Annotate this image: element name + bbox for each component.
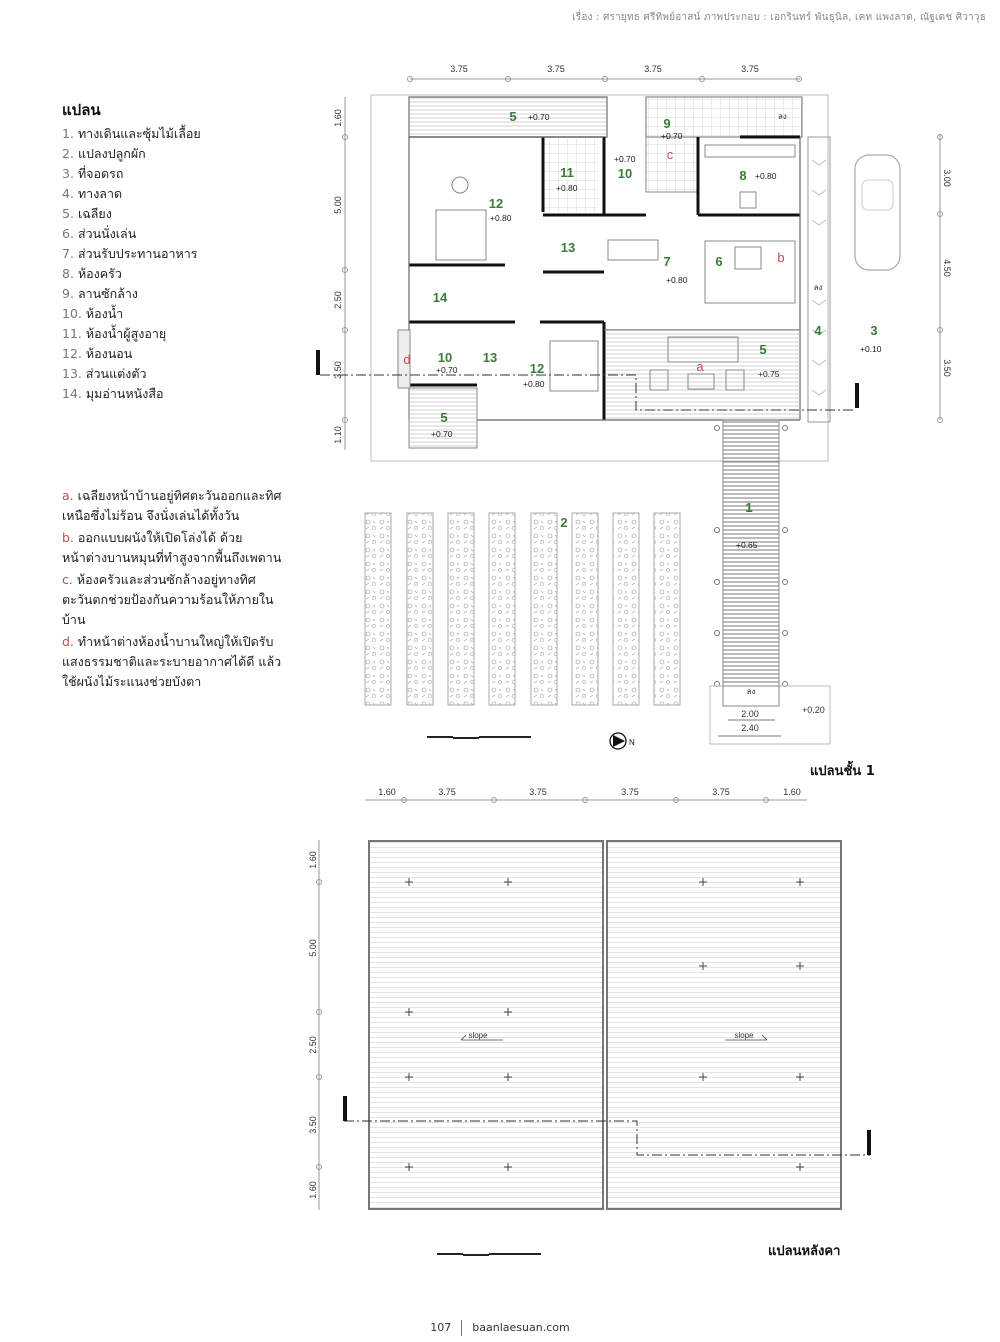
legend-title: แปลน (62, 101, 101, 119)
room-2: 2 (560, 515, 568, 530)
page-footer (0, 1320, 1000, 1336)
room-10-top: 10 (617, 166, 633, 181)
ramp-dim-outer: 2.40 (741, 723, 759, 733)
dim-right-3: 3.50 (942, 359, 952, 377)
legend-item: 13. ส่วนแต่งตัว (62, 366, 147, 381)
level-3: +0.10 (860, 344, 882, 354)
legend-item: 3. ที่จอดรถ (62, 166, 124, 181)
room-12-bottom: 12 (529, 361, 545, 376)
level-1: +0.65 (736, 540, 758, 550)
dim-top-1: 3.75 (450, 64, 468, 74)
roof-dim-top-5: 3.75 (712, 787, 730, 797)
roof-dim-left-5: 1.60 (308, 1181, 318, 1199)
room-10-bottom: 10 (437, 350, 453, 365)
dim-right-2: 4.50 (942, 259, 952, 277)
note-mark-d: d (403, 352, 411, 367)
room-13-bottom: 13 (482, 350, 498, 365)
roof-dim-top-1: 1.60 (378, 787, 396, 797)
dim-left-5: 1.10 (333, 426, 343, 444)
roof-panel-left (369, 841, 603, 1209)
room-5-bottom: 5 (440, 410, 448, 425)
dim-top-4: 3.75 (741, 64, 759, 74)
room-12-top: 12 (488, 196, 504, 211)
room-11: 11 (560, 165, 574, 180)
legend-item: 10. ห้องน้ำ (62, 306, 124, 321)
dim-right-1: 3.00 (942, 169, 952, 187)
legend-item: 14. มุมอ่านหนังสือ (62, 386, 164, 401)
legend-item: 5. เฉลียง (62, 206, 112, 221)
roof-dim-top-6: 1.60 (783, 787, 801, 797)
dim-left-3: 2.50 (333, 291, 343, 309)
site-link[interactable]: baanlaesuan.com (472, 1321, 570, 1334)
note-mark-c: c (666, 147, 674, 162)
level-9: +0.70 (661, 131, 683, 141)
dim-left-4: 3.50 (333, 361, 343, 379)
room-5-front: 5 (759, 342, 767, 357)
room-1: 1 (745, 500, 753, 515)
roof-panel-right (607, 841, 841, 1209)
note-c: c. ห้องครัวและส่วนซักล้างอยู่ทางทิศตะวันตกช่วยป้องกันความร้อนให้ภายในบ้าน (62, 572, 274, 627)
roof-plan-caption: แปลนหลังคา (768, 1244, 841, 1259)
room-6: 6 (715, 254, 723, 269)
level-11: +0.80 (556, 183, 578, 193)
roof-dim-top-2: 3.75 (438, 787, 456, 797)
legend-item: 11. ห้องน้ำผู้สูงอายุ (62, 326, 167, 341)
roof-dim-left-1: 1.60 (308, 851, 318, 869)
room-13-top: 13 (560, 240, 576, 255)
note-b: b. ออกแบบผนังให้เปิดโล่งได้ ด้วยหน้าต่างบานหมุนที่ทำสูงจากพื้นถึงเพดาน (62, 530, 282, 565)
legend-item: 6. ส่วนนั่งเล่น (62, 226, 137, 241)
legend-item: 12. ห้องนอน (62, 346, 133, 361)
article-credit: เรื่อง : ศรายุทธ ศรีทิพย์อาสน์ ภาพประกอบ : เอกรินทร์ พันธุนิล, เคท แพงลาด, ณัฐเดช ศิวาวุธ (572, 12, 986, 23)
level-7: +0.80 (666, 275, 688, 285)
slope-label-right: slope (734, 1031, 754, 1040)
roof-plan-drawing (0, 780, 1000, 1280)
room-5-top: 5 (509, 109, 517, 124)
legend-item: 1. ทางเดินและซุ้มไม้เลื้อย (62, 126, 201, 141)
dim-left-2: 5.00 (333, 196, 343, 214)
roof-dim-left-2: 5.00 (308, 939, 318, 957)
room-14: 14 (432, 290, 448, 305)
note-mark-b: b (777, 250, 785, 265)
roof-dim-top-4: 3.75 (621, 787, 639, 797)
room-8: 8 (739, 168, 747, 183)
ramp-level: +0.20 (802, 705, 825, 715)
roof-dim-left-3: 2.50 (308, 1036, 318, 1054)
level-5-front: +0.75 (758, 369, 780, 379)
legend-item: 9. ลานซักล้าง (62, 286, 138, 301)
down-label-ramp: ลง (813, 283, 823, 292)
level-5-top: +0.70 (528, 112, 550, 122)
dim-left-1: 1.60 (333, 109, 343, 127)
legend-item: 8. ห้องครัว (62, 266, 122, 281)
note-a: a. เฉลียงหน้าบ้านอยู่ทิศตะวันออกและทิศเหนือซึ่งไม่ร้อน จึงนั่งเล่นได้ทั้งวัน (62, 488, 282, 523)
slope-label-left: slope (468, 1031, 488, 1040)
note-mark-a: a (696, 359, 704, 374)
down-label-laundry: ลง (778, 112, 787, 121)
room-4: 4 (814, 323, 822, 338)
room-9: 9 (663, 116, 671, 131)
level-12-top: +0.80 (490, 213, 512, 223)
note-d: d. ทำหน้าต่างห้องน้ำบานใหญ่ให้เปิดรับแสงธรรมชาติและระบายอากาศได้ดี แล้วใช้ผนังไม้ระแนงช่วยบังตา (62, 634, 282, 689)
level-10-top: +0.70 (614, 154, 636, 164)
level-5-bottom: +0.70 (431, 429, 453, 439)
legend-item: 2. แปลงปลูกผัก (62, 146, 146, 161)
dim-top-3: 3.75 (644, 64, 662, 74)
room-3: 3 (870, 323, 878, 338)
floor-plan-caption: แปลนชั้น 1 (810, 764, 875, 779)
north-label: N (629, 738, 635, 747)
level-10-bottom: +0.70 (436, 365, 458, 375)
level-8: +0.80 (755, 171, 777, 181)
roof-dim-top-3: 3.75 (529, 787, 547, 797)
roof-dim-left-4: 3.50 (308, 1116, 318, 1134)
down-label-walkway: ลง (746, 687, 756, 696)
legend-item: 7. ส่วนรับประทานอาหาร (62, 246, 198, 261)
footer-divider (461, 1320, 462, 1336)
room-7: 7 (663, 254, 671, 269)
page-number: 107 (430, 1321, 452, 1334)
level-12-bottom: +0.80 (523, 379, 545, 389)
legend-item: 4. ทางลาด (62, 186, 123, 201)
north-arrow-icon (610, 733, 626, 749)
ramp-dim-inner: 2.00 (741, 709, 759, 719)
dim-top-2: 3.75 (547, 64, 565, 74)
